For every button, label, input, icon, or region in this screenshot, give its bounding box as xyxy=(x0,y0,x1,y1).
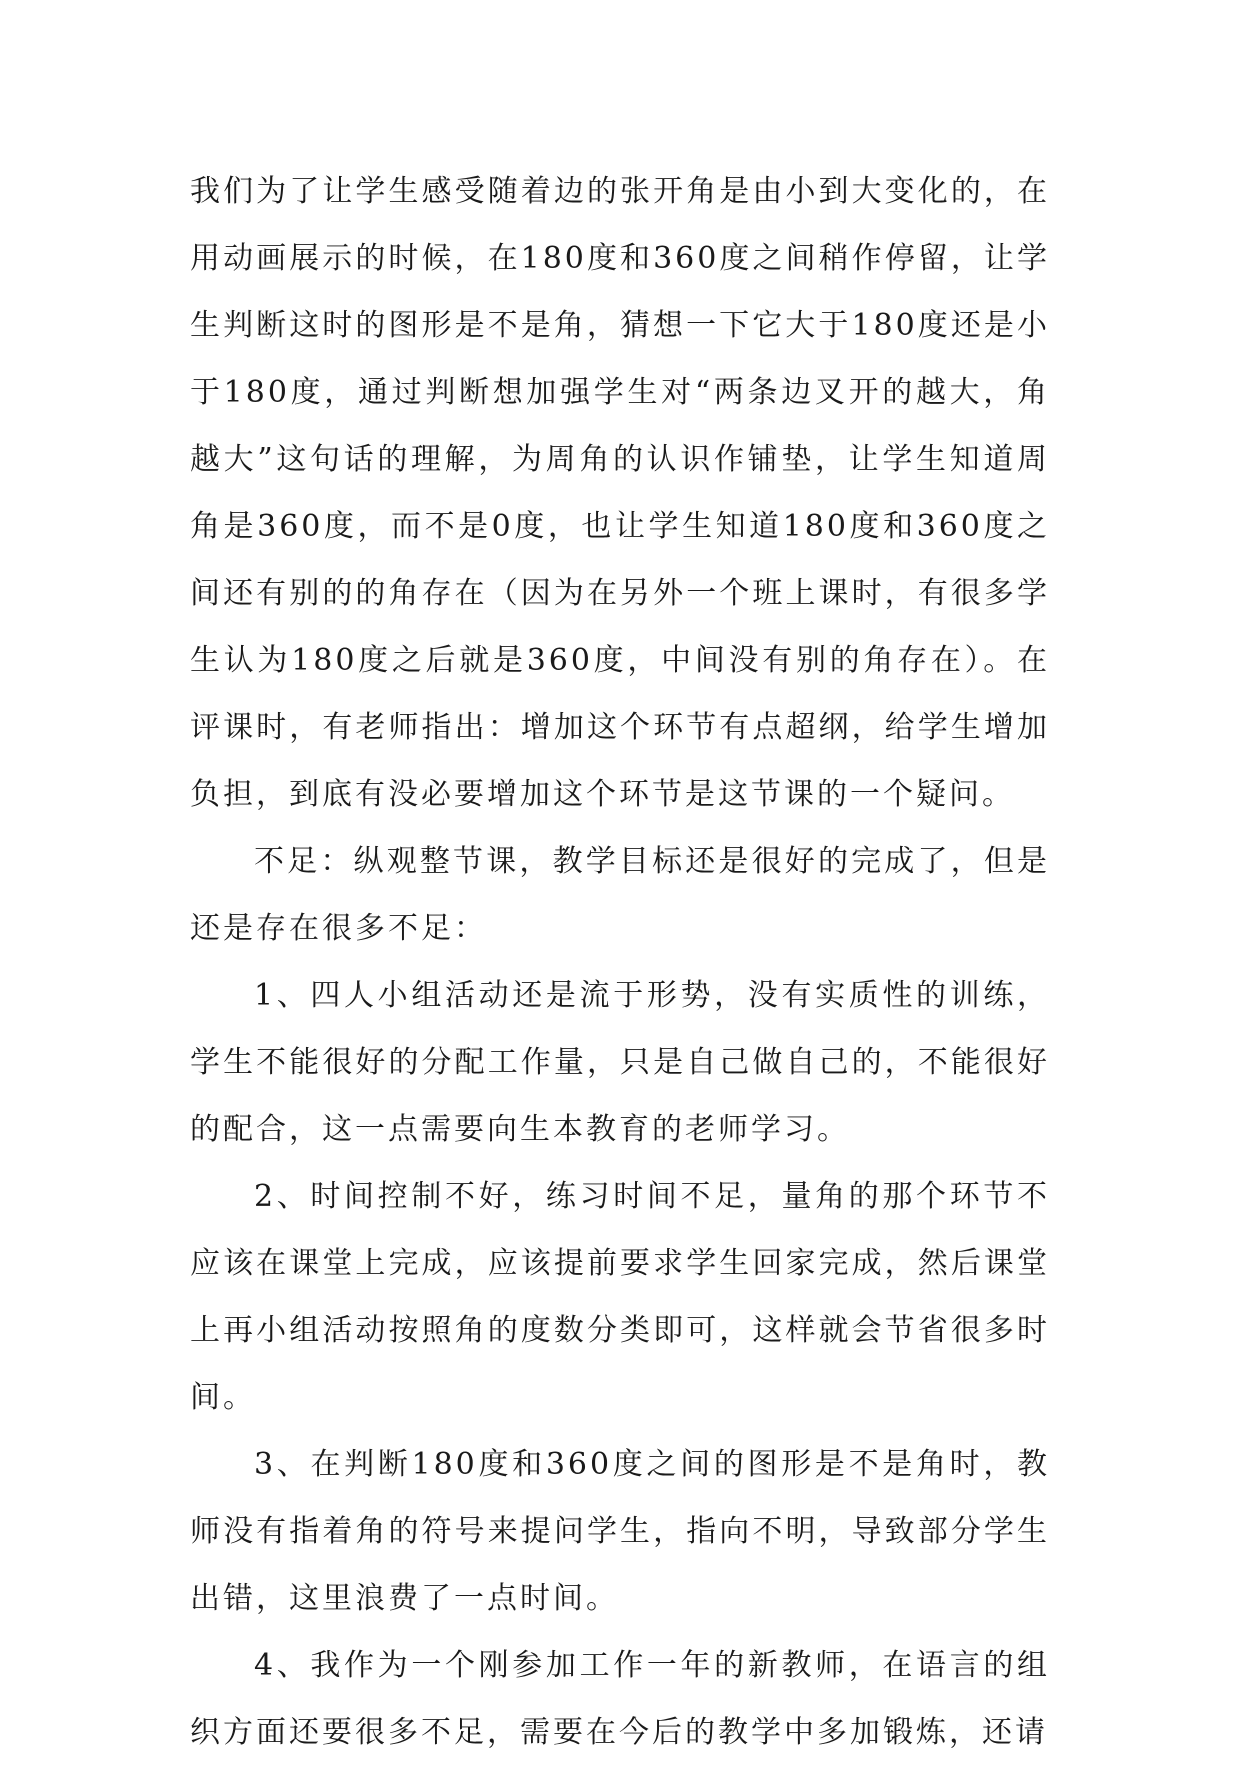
document-body xyxy=(190,158,1050,1766)
paragraph-point-3: 3、在判断180度和360度之间的图形是不是角时，教师没有指着角的符号来提问学生，指向不明，导致部分学生出错，这里浪费了一点时间。 xyxy=(190,1447,1050,1616)
paragraph-point-2: 2、时间控制不好，练习时间不足，量角的那个环节不应该在课堂上完成，应该提前要求学生回家完成，然后课堂上再小组活动按照角的度数分类即可，这样就会节省很多时间。 xyxy=(190,1179,1050,1415)
paragraph-continuation: 我们为了让学生感受随着边的张开角是由小到大变化的，在用动画展示的时候，在180度和360度之间稍作停留，让学生判断这时的图形是不是角，猜想一下它大于180度还是小于180度，通过判断想加强学生对“两条边叉开的越大，角越大”这句话的理解，为周角的认识作铺垫，让学生知道周角是360度，而不是0度，也让学生知道180度和360度之间还有别的的角存在（因为在另外一个班上课时，有很多学生认为180度之后就是360度，中间没有别的角存在）。在评课时，有老师指出：增加这个环节有点超纲，给学生增加负担，到底有没必要增加这个环节是这节课的一个疑问。 xyxy=(190,174,1050,812)
paragraph-point-1: 1、四人小组活动还是流于形势，没有实质性的训练，学生不能很好的分配工作量，只是自己做自己的，不能很好的配合，这一点需要向生本教育的老师学习。 xyxy=(190,978,1050,1147)
paragraph-shortcomings-intro: 不足：纵观整节课，教学目标还是很好的完成了，但是还是存在很多不足： xyxy=(190,844,1050,946)
paragraph-point-4: 4、我作为一个刚参加工作一年的新教师，在语言的组织方面还要很多不足，需要在今后的教学中多加锻炼，还请 xyxy=(190,1648,1050,1750)
